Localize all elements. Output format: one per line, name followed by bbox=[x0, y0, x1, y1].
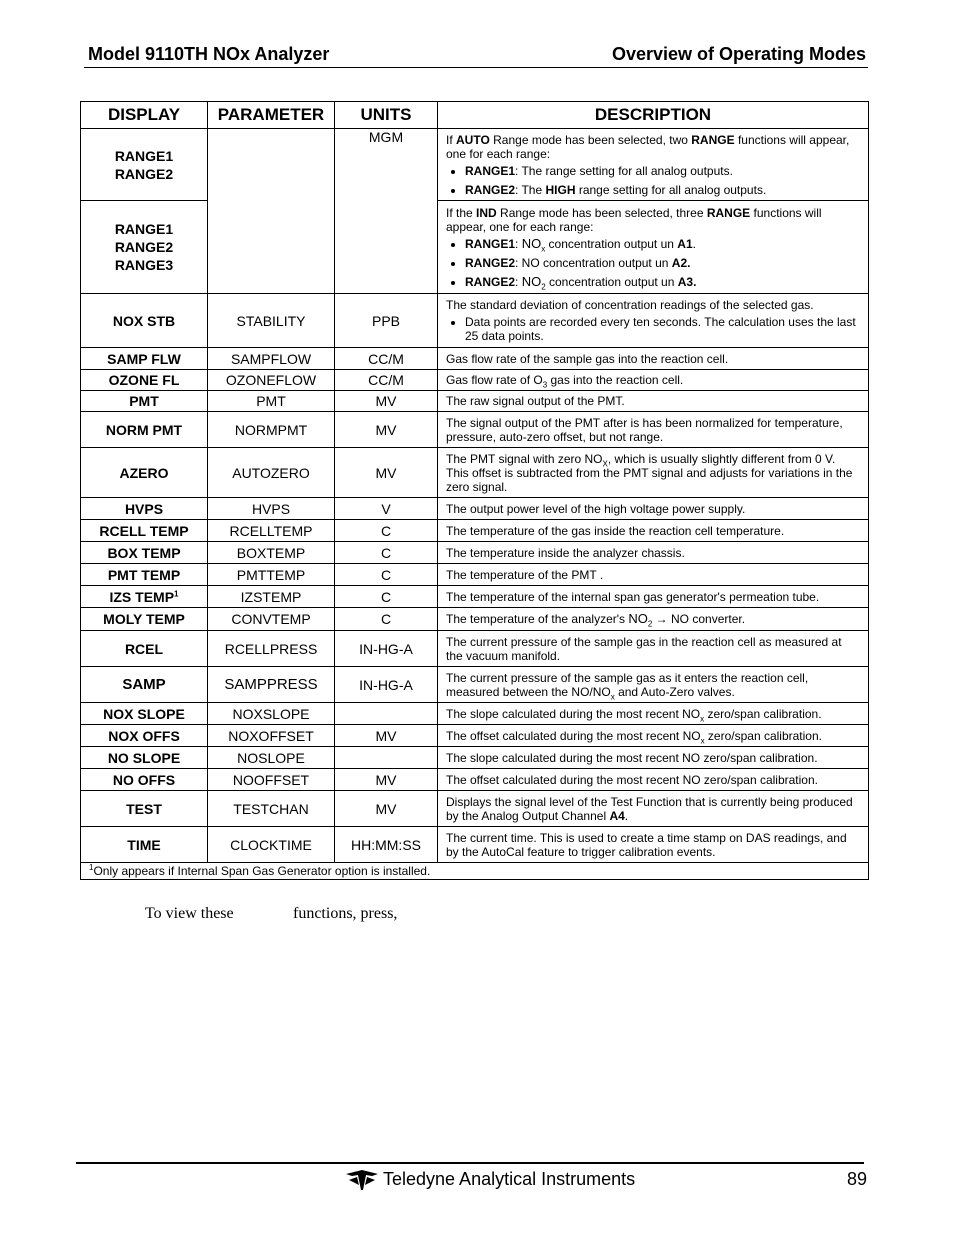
table-row-range-auto bbox=[81, 129, 869, 201]
units-cell: C bbox=[335, 608, 438, 631]
table-row bbox=[81, 747, 869, 769]
description-cell: The offset calculated during the most recent NO zero/span calibration. bbox=[438, 769, 869, 791]
list-item: • RANGE2: NO concentration output un A2. bbox=[465, 256, 860, 270]
list-item: • RANGE2: $NO_2$ concentration output un A3. bbox=[465, 275, 860, 289]
table-row bbox=[81, 667, 869, 703]
table-footnote-row bbox=[81, 863, 869, 880]
table-row bbox=[81, 769, 869, 791]
column-header-units: UNITS bbox=[335, 102, 438, 129]
footer-rule bbox=[76, 1162, 864, 1164]
units-cell: HH:MM:SS bbox=[335, 827, 438, 863]
display-cell: IZS TEMP$^1$ bbox=[81, 586, 208, 608]
units-cell bbox=[335, 747, 438, 769]
table-row bbox=[81, 448, 869, 498]
display-cell: PMT bbox=[81, 391, 208, 412]
parameter-cell: AUTOZERO bbox=[208, 448, 335, 498]
display-range3: RANGE3 bbox=[114, 257, 174, 273]
units-cell: MV bbox=[335, 725, 438, 747]
display-range1: RANGE1 bbox=[114, 147, 174, 164]
units-cell: V bbox=[335, 498, 438, 520]
description-cell: The temperature of the internal span gas generator's permeation tube. bbox=[438, 586, 869, 608]
parameter-cell: RCELLTEMP bbox=[208, 520, 335, 542]
table-row bbox=[81, 498, 869, 520]
parameter-cell: RCELLPRESS bbox=[208, 631, 335, 667]
parameter-cell: NOSLOPE bbox=[208, 747, 335, 769]
description-cell: The temperature of the analyzer's $NO_2$ → NO converter. bbox=[438, 608, 869, 631]
units-cell: C bbox=[335, 564, 438, 586]
range-ind-display bbox=[81, 201, 208, 294]
display-cell: MOLY TEMP bbox=[81, 608, 208, 631]
description-cell: The output power level of the high voltage power supply. bbox=[438, 498, 869, 520]
table-row-nox-stb bbox=[81, 294, 869, 348]
table-row bbox=[81, 827, 869, 863]
description-cell: The current pressure of the sample gas as it enters the reaction cell, measured between the $NO/NO_x$ and Auto-Zero valves. bbox=[438, 667, 869, 703]
body-text-part1: To view these bbox=[145, 905, 234, 922]
parameter-cell: PMTTEMP bbox=[208, 564, 335, 586]
parameter-cell: HVPS bbox=[208, 498, 335, 520]
parameter-cell: IZSTEMP bbox=[208, 586, 335, 608]
list-item: • Data points are recorded every ten seconds. The calculation uses the last 25 data points. bbox=[465, 315, 860, 343]
range-units-cell: MGM bbox=[335, 129, 438, 294]
list-item: • RANGE1: $NO_x$ concentration output un A1. bbox=[465, 237, 860, 251]
units-cell: C bbox=[335, 586, 438, 608]
range-parameter-cell bbox=[208, 129, 335, 294]
units-cell: PPB bbox=[335, 294, 438, 348]
description-cell: The temperature of the gas inside the reaction cell temperature. bbox=[438, 520, 869, 542]
column-header-display: DISPLAY bbox=[81, 102, 208, 129]
page-header-section: Overview of Operating Modes bbox=[611, 44, 866, 64]
units-cell: CC/M bbox=[335, 370, 438, 391]
table-row bbox=[81, 791, 869, 827]
description-cell: The standard deviation of concentration readings of the selected gas. • Data points are recorded every ten seconds. The calculation uses the last 25 data points. bbox=[438, 294, 869, 348]
display-cell: NO OFFS bbox=[81, 769, 208, 791]
range-auto-description: If AUTO Range mode has been selected, two RANGE functions will appear, one for each range: • RANGE1: The range setting for all analog outputs. • RANGE2: The HIGH range setting for all analog outputs. bbox=[438, 129, 869, 201]
description-cell: Displays the signal level of the Test Function that is currently being produced by the Analog Output Channel A4. bbox=[438, 791, 869, 827]
display-range2: RANGE2 bbox=[114, 239, 174, 255]
parameter-cell: BOXTEMP bbox=[208, 542, 335, 564]
table-row bbox=[81, 412, 869, 448]
table-row bbox=[81, 564, 869, 586]
description-cell: The slope calculated during the most recent $NO_x$ zero/span calibration. bbox=[438, 703, 869, 725]
units-cell: MV bbox=[335, 791, 438, 827]
description-cell: Gas flow rate of $O_3$ gas into the reaction cell. bbox=[438, 370, 869, 391]
display-cell: NORM PMT bbox=[81, 412, 208, 448]
table-header-row bbox=[81, 102, 869, 129]
parameter-cell: NOXOFFSET bbox=[208, 725, 335, 747]
parameter-cell: OZONEFLOW bbox=[208, 370, 335, 391]
column-header-parameter: PARAMETER bbox=[208, 102, 335, 129]
display-cell: SAMP FLW bbox=[81, 348, 208, 370]
display-cell: RCEL bbox=[81, 631, 208, 667]
display-cell: OZONE FL bbox=[81, 370, 208, 391]
display-cell: NOX SLOPE bbox=[81, 703, 208, 725]
display-cell: TIME bbox=[81, 827, 208, 863]
display-cell: HVPS bbox=[81, 498, 208, 520]
teledyne-logo-icon bbox=[345, 1169, 379, 1191]
parameter-cell: CLOCKTIME bbox=[208, 827, 335, 863]
display-cell: PMT TEMP bbox=[81, 564, 208, 586]
table-footnote: $^1$Only appears if Internal Span Gas Generator option is installed. bbox=[81, 863, 869, 880]
description-cell: The raw signal output of the PMT. bbox=[438, 391, 869, 412]
units-cell bbox=[335, 703, 438, 725]
description-cell: The temperature of the PMT . bbox=[438, 564, 869, 586]
display-range2: RANGE2 bbox=[114, 165, 174, 182]
table-row bbox=[81, 631, 869, 667]
units-cell: MV bbox=[335, 391, 438, 412]
description-cell: Gas flow rate of the sample gas into the reaction cell. bbox=[438, 348, 869, 370]
parameter-cell: SAMPPRESS bbox=[208, 667, 335, 703]
description-cell: The PMT signal with zero $NO_X$, which is usually slightly different from 0 V. This offset is subtracted from the PMT signal and adjusts for variations in the zero signal. bbox=[438, 448, 869, 498]
parameter-cell: NOOFFSET bbox=[208, 769, 335, 791]
table-row-range-ind bbox=[81, 201, 869, 294]
units-cell: MV bbox=[335, 769, 438, 791]
description-cell: The current time. This is used to create a time stamp on DAS readings, and by the AutoCal feature to trigger calibration events. bbox=[438, 827, 869, 863]
page-header-title: Model 9110TH NOx Analyzer bbox=[88, 44, 330, 64]
display-cell: AZERO bbox=[81, 448, 208, 498]
range-ind-description: If the IND Range mode has been selected, three RANGE functions will appear, one for each range: • RANGE1: $NO_x$ concentration output un A1. • RANGE2: NO concentration output un A2. • RANGE2: $NO_2$ concentration output un A3. bbox=[438, 201, 869, 294]
list-item: • RANGE1: The range setting for all analog outputs. bbox=[465, 164, 860, 178]
units-cell: MV bbox=[335, 448, 438, 498]
units-cell: C bbox=[335, 542, 438, 564]
description-cell: The signal output of the PMT after is has been normalized for temperature, pressure, auto-zero offset, but not range. bbox=[438, 412, 869, 448]
description-cell: The temperature inside the analyzer chassis. bbox=[438, 542, 869, 564]
table-row bbox=[81, 348, 869, 370]
display-cell: NO SLOPE bbox=[81, 747, 208, 769]
units-cell: MV bbox=[335, 412, 438, 448]
table-row bbox=[81, 520, 869, 542]
table-row bbox=[81, 725, 869, 747]
description-cell: The offset calculated during the most recent $NO_x$ zero/span calibration. bbox=[438, 725, 869, 747]
table-row bbox=[81, 608, 869, 631]
body-text-part2: functions, press, bbox=[293, 905, 398, 922]
parameter-cell: STABILITY bbox=[208, 294, 335, 348]
units-cell: C bbox=[335, 520, 438, 542]
footer-company: Teledyne Analytical Instruments bbox=[383, 1169, 636, 1189]
display-cell: RCELL TEMP bbox=[81, 520, 208, 542]
table-row bbox=[81, 703, 869, 725]
units-cell: CC/M bbox=[335, 348, 438, 370]
display-cell: BOX TEMP bbox=[81, 542, 208, 564]
table-row bbox=[81, 542, 869, 564]
display-range1: RANGE1 bbox=[114, 221, 174, 237]
display-cell: TEST bbox=[81, 791, 208, 827]
parameter-cell: PMT bbox=[208, 391, 335, 412]
display-cell: NOX STB bbox=[81, 294, 208, 348]
page-number: 89 bbox=[846, 1169, 867, 1189]
parameter-cell: TESTCHAN bbox=[208, 791, 335, 827]
description-cell: The current pressure of the sample gas in the reaction cell as measured at the vacuum manifold. bbox=[438, 631, 869, 667]
parameter-cell: NOXSLOPE bbox=[208, 703, 335, 725]
table-row bbox=[81, 586, 869, 608]
table-row bbox=[81, 370, 869, 391]
table-row bbox=[81, 391, 869, 412]
display-cell: SAMP bbox=[81, 667, 208, 703]
parameter-cell: NORMPMT bbox=[208, 412, 335, 448]
parameter-cell: CONVTEMP bbox=[208, 608, 335, 631]
parameter-cell: SAMPFLOW bbox=[208, 348, 335, 370]
list-item: • RANGE2: The HIGH range setting for all analog outputs. bbox=[465, 183, 860, 197]
header-rule bbox=[84, 67, 868, 68]
display-cell: NOX OFFS bbox=[81, 725, 208, 747]
units-cell: IN-HG-A bbox=[335, 631, 438, 667]
column-header-description: DESCRIPTION bbox=[438, 102, 869, 129]
parameters-table bbox=[80, 101, 869, 880]
units-cell: IN-HG-A bbox=[335, 667, 438, 703]
range-auto-display bbox=[81, 129, 208, 201]
description-cell: The slope calculated during the most recent NO zero/span calibration. bbox=[438, 747, 869, 769]
